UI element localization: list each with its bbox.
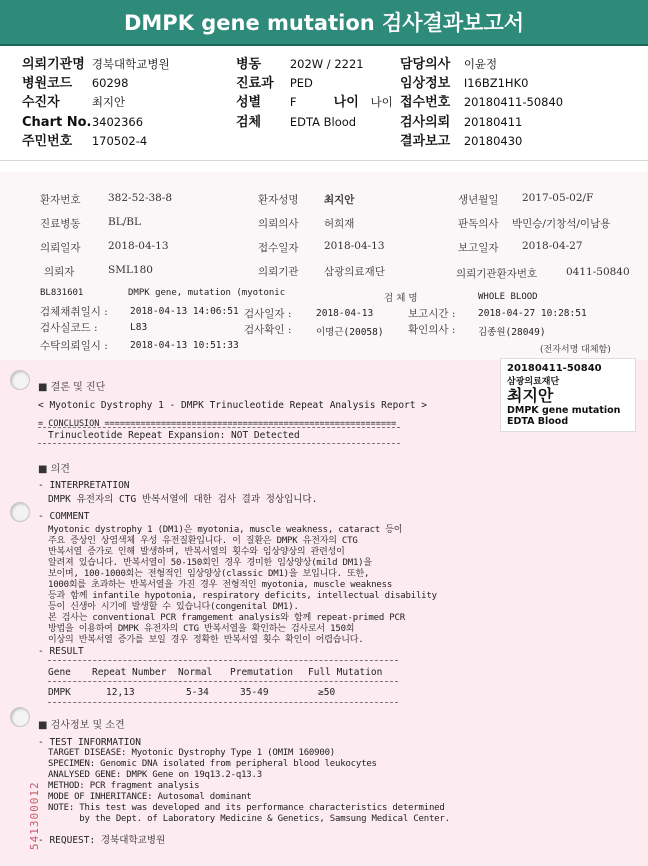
requester-value: SML180 [108, 264, 153, 276]
clinical-value: I16BZ1HK0 [463, 76, 529, 90]
info-line: MODE OF INHERITANCE: Autosomal dominant [48, 792, 252, 802]
order-label: 수탁의뢰일시 : [40, 340, 108, 352]
inst-pt-value: 0411-50840 [566, 266, 630, 278]
sticker-name: 최지안 [507, 386, 554, 405]
info-line: SPECIMEN: Genomic DNA isolated from peripheral blood leukocytes [48, 759, 377, 769]
request-line: - REQUEST: 경북대학교병원 [38, 835, 166, 846]
comment-line: 이상의 반복서열 증가를 보일 경우 정확한 반복서열 횟수 확인이 어렵습니다. [48, 635, 364, 645]
id-value: 170502-4 [91, 134, 148, 148]
rep-date-value: 2018-04-27 [522, 240, 583, 252]
exam-date-value: 2018-04-13 [316, 308, 374, 319]
info-line: by the Dept. of Laboratory Medicine & Genetics, Samsung Medical Center. [48, 814, 450, 824]
scan-specimen-label: 검 체 명 [384, 293, 418, 304]
conclusion-rule-bottom [38, 443, 400, 444]
interp-label: - INTERPRETATION [38, 480, 130, 491]
specimen-value: EDTA Blood [289, 115, 357, 129]
comment-line: 알려져 있습니다. 반복서열이 50-150회인 경우 경미한 임상양상(mild DM1)을 [48, 558, 372, 568]
binder-hole [10, 707, 30, 727]
requester-label: 의뢰자 [44, 266, 75, 278]
sex-value: F [289, 95, 297, 109]
comment-line: 1000회를 초과하는 반복서열을 가진 경우 전형적인 myotonia, muscle weakness [48, 580, 393, 590]
sticker-number: 20180411-50840 [507, 363, 602, 374]
pt-no-value: 382-52-38-8 [108, 192, 173, 204]
order-value: 2018-04-13 10:51:33 [130, 340, 239, 351]
info-label: - TEST INFORMATION [38, 737, 141, 748]
info-heading: ■ 검사정보 및 소견 [38, 720, 125, 731]
dept-value: PED [289, 76, 313, 90]
comment-line: 보이며, 100-1000회는 전형적인 임상양상(classic DM1)을 보입니다. 또한, [48, 569, 370, 579]
id-row [22, 133, 147, 150]
result-heading: ■ 결론 및 진단 [38, 382, 106, 393]
ward-row [236, 56, 364, 73]
receipt-row [400, 94, 563, 111]
result-table-bottom [48, 702, 398, 703]
binder-hole [10, 370, 30, 390]
specimen-label-sticker [500, 358, 636, 432]
specimen-label: 검체 [236, 115, 262, 130]
chart-label: Chart No. [22, 115, 92, 130]
rep-date-label: 보고일자 [458, 242, 499, 254]
report-date-value: 20180430 [463, 134, 523, 148]
header-divider [0, 160, 648, 161]
pt-no-label: 환자번호 [40, 194, 81, 206]
collect-label: 검체채취일시 : [40, 306, 108, 318]
sex-row [236, 94, 393, 111]
req-doc-value: 허희재 [324, 218, 355, 230]
esign-note: (전자서명 대체함) [540, 345, 611, 355]
scan-ward-value: BL/BL [108, 216, 141, 228]
exam-code-value: L83 [130, 322, 148, 333]
specimen-row [236, 114, 356, 131]
req-inst-value: 삼광의료재단 [324, 266, 385, 278]
test-name: DMPK gene, mutation (myotonic [128, 288, 286, 298]
clinical-row [400, 75, 528, 92]
report-time-label: 보고시간 : [408, 308, 456, 320]
code-row [22, 75, 128, 92]
result-label: - RESULT [38, 646, 84, 657]
pt-name-label: 환자성명 [258, 194, 299, 206]
scan-ward-label: 진료병동 [40, 218, 81, 230]
th-gene: Gene [48, 667, 71, 678]
comment-label: - COMMENT [38, 511, 90, 522]
request-row [400, 114, 522, 131]
reader-label: 판독의사 [458, 218, 499, 230]
comment-line: 등과 함께 infantile hypotonia, respiratory deficits, intellectual disability [48, 591, 437, 601]
inst-pt-label: 의뢰기관환자번호 [456, 268, 538, 280]
id-label: 주민번호 [22, 134, 73, 149]
exam-code-label: 검사실코드 : [40, 322, 98, 334]
req-date-label: 의뢰일자 [40, 242, 81, 254]
th-premutation: Premutation [230, 667, 293, 678]
side-barcode-text [28, 760, 42, 860]
req-date-value: 2018-04-13 [108, 240, 169, 252]
confirm-value: 이명근(20058) [316, 327, 384, 338]
doctor-value: 이윤정 [463, 57, 498, 71]
patient-row [22, 94, 125, 111]
td-full-mutation: ≥50 [318, 687, 336, 698]
dept-row [236, 75, 313, 92]
info-line: NOTE: This test was developed and its performance characteristics determined [48, 803, 445, 813]
confirm-label: 검사확인 : [244, 324, 292, 336]
th-normal: Normal [178, 667, 213, 678]
info-line: ANALYSED GENE: DMPK Gene on 19q13.2-q13.3 [48, 770, 262, 780]
age-label: 나이 [333, 95, 359, 110]
recv-date-label: 접수일자 [258, 242, 299, 254]
bl-code: BL831601 [40, 288, 84, 298]
chart-value: 3402366 [91, 115, 144, 129]
code-value: 60298 [91, 76, 129, 90]
request-value: 20180411 [463, 115, 523, 129]
dob-value: 2017-05-02/F [522, 192, 594, 204]
info-line: METHOD: PCR fragment analysis [48, 781, 200, 791]
confirmer-value: 김종원(28049) [478, 327, 546, 338]
comment-line: 본 검사는 conventional PCR framgement analysis와 함께 repeat-primed PCR [48, 613, 405, 623]
report-heading-title: < Myotonic Dystrophy 1 - DMPK Trinucleotide Repeat Analysis Report > [38, 400, 427, 411]
doctor-row [400, 56, 497, 73]
collect-value: 2018-04-13 14:06:51 [130, 306, 239, 317]
code-label: 병원코드 [22, 76, 73, 91]
hospital-row [22, 56, 170, 73]
side-code: 541300012 [28, 781, 41, 850]
comment-line: 등이 신생아 시기에 발생할 수 있습니다(congenital DM1). [48, 602, 299, 612]
sticker-org: 삼광의료재단 [507, 377, 560, 387]
result-table-divider [48, 681, 398, 682]
hospital-value: 경북대학교병원 [91, 57, 170, 71]
patient-value: 최지안 [91, 95, 126, 109]
patient-label: 수진자 [22, 95, 60, 110]
exam-date-label: 검사일자 : [244, 308, 292, 320]
td-repeat: 12,13 [106, 687, 135, 698]
comment-line: 방법을 이용하여 DMPK 유전자의 CTG 반복서열을 확인하는 검사로서 150회 [48, 624, 355, 634]
scan-specimen-value: WHOLE BLOOD [478, 292, 538, 302]
confirmer-label: 확인의사 : [408, 324, 456, 336]
report-date-row [400, 133, 522, 150]
reader-value: 박민승/기창석/이남용 [512, 218, 611, 230]
dept-label: 진료과 [236, 76, 274, 91]
interp-text: DMPK 유전자의 CTG 반복서열에 대한 검사 결과 정상입니다. [48, 494, 318, 505]
opinion-heading: ■ 의견 [38, 464, 70, 475]
doctor-label: 담당의사 [400, 57, 451, 72]
ward-value: 202W / 2221 [289, 57, 364, 71]
request-label: 검사의뢰 [400, 115, 451, 130]
recv-date-value: 2018-04-13 [324, 240, 385, 252]
sticker-test: DMPK gene mutation [507, 405, 621, 416]
pt-name-value: 최지안 [324, 194, 355, 206]
sex-label: 성별 [236, 95, 262, 110]
comment-line: Myotonic dystrophy 1 (DM1)은 myotonia, muscle weakness, cataract 등이 [48, 525, 403, 535]
conclusion-rule [38, 427, 400, 428]
conclusion-label: = CONCLUSION ========================================================= [38, 419, 397, 429]
info-line: TARGET DISEASE: Myotonic Dystrophy Type 1 (OMIM 160900) [48, 748, 336, 758]
result-table-top [48, 660, 398, 661]
req-inst-label: 의뢰기관 [258, 266, 299, 278]
report-title: DMPK gene mutation 검사결과보고서 [0, 0, 648, 46]
td-normal: 5-34 [186, 687, 209, 698]
dob-label: 생년월일 [458, 194, 499, 206]
comment-line: 주요 증상인 상염색체 우성 유전질환입니다. 이 질환은 DMPK 유전자의 CTG [48, 536, 358, 546]
age-value: 나이 [370, 95, 393, 109]
td-premutation: 35-49 [240, 687, 269, 698]
receipt-value: 20180411-50840 [463, 95, 564, 109]
ward-label: 병동 [236, 57, 262, 72]
hospital-label: 의뢰기관명 [22, 57, 85, 72]
comment-line: 반복서열 증가로 인해 발생하며, 반복서열의 횟수와 임상양상의 관련성이 [48, 547, 345, 557]
req-doc-label: 의뢰의사 [258, 218, 299, 230]
report-time-value: 2018-04-27 10:28:51 [478, 308, 587, 319]
receipt-label: 접수번호 [400, 95, 451, 110]
binder-hole [10, 502, 30, 522]
chart-row [22, 114, 143, 131]
td-gene: DMPK [48, 687, 71, 698]
sticker-specimen: EDTA Blood [507, 416, 569, 427]
th-repeat: Repeat Number [92, 667, 167, 678]
th-full-mutation: Full Mutation [308, 667, 383, 678]
clinical-label: 임상정보 [400, 76, 451, 91]
conclusion-text: Trinucleotide Repeat Expansion: NOT Detected [48, 430, 300, 441]
report-date-label: 결과보고 [400, 134, 451, 149]
